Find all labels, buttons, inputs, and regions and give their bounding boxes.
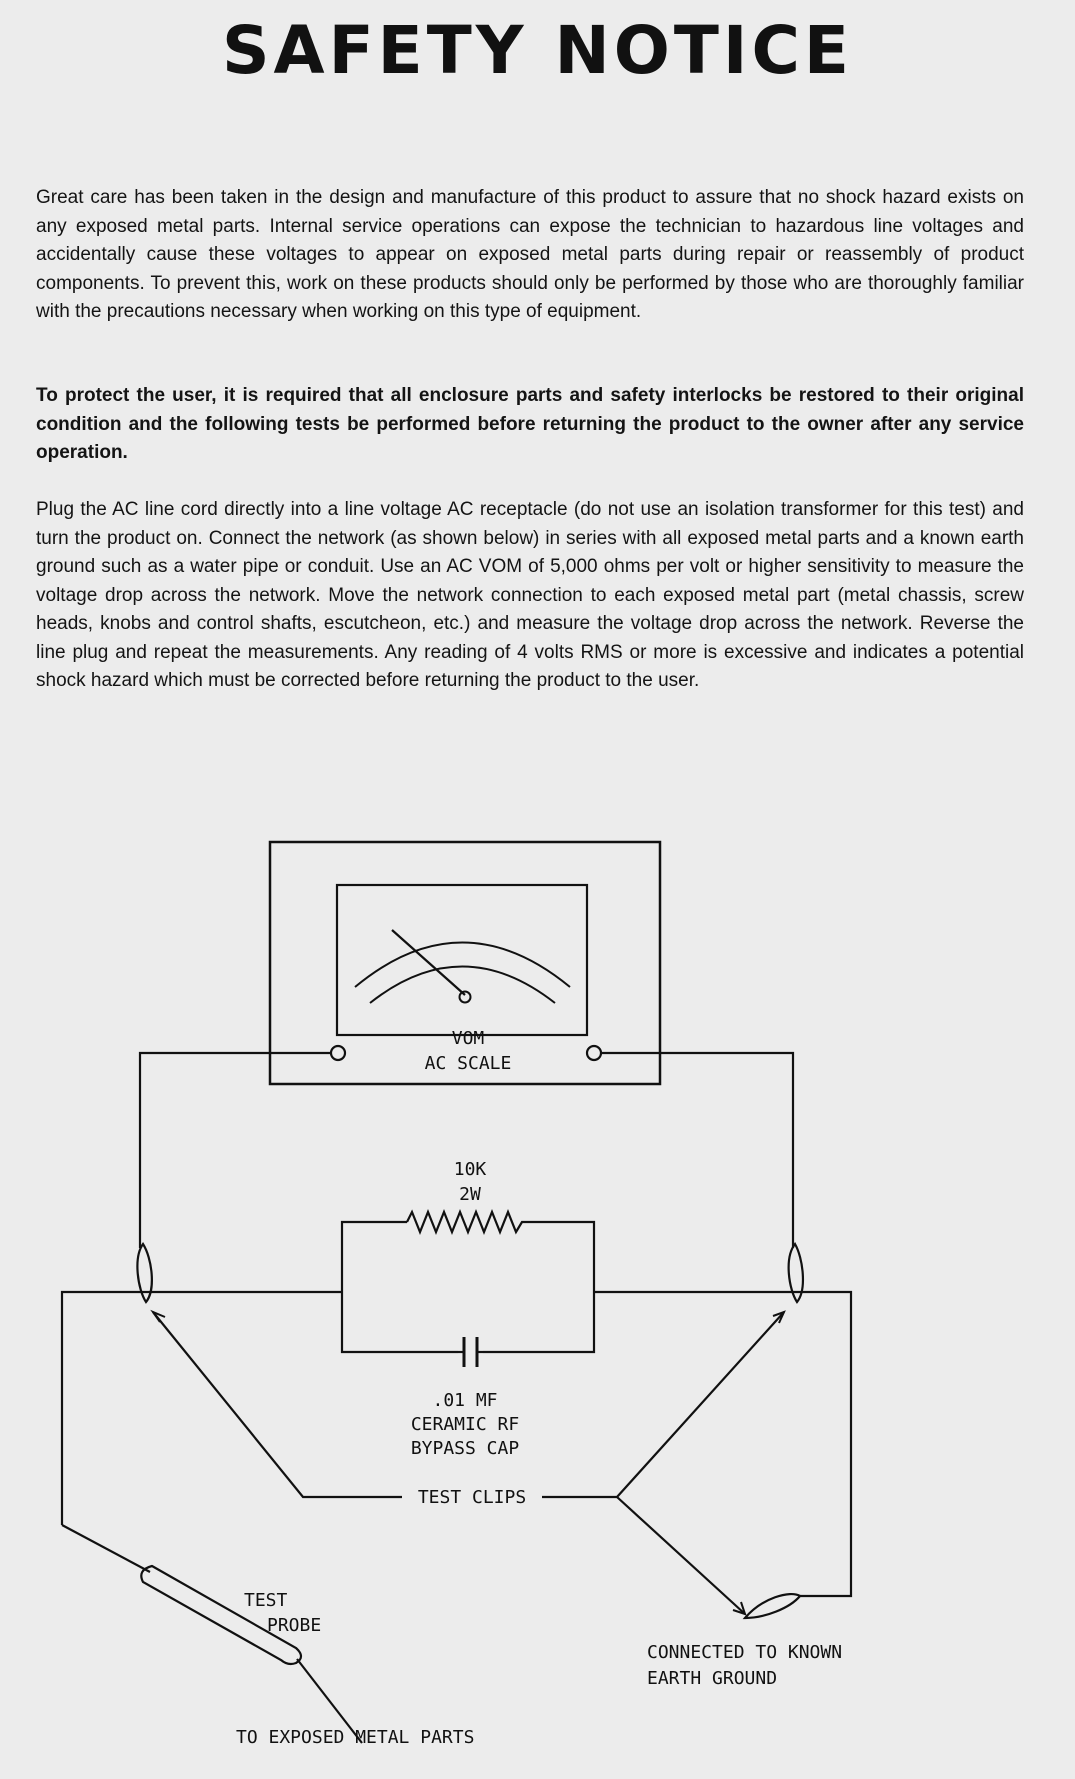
vom-leads [140, 1053, 793, 1248]
cap-type-label: CERAMIC RF [410, 1414, 520, 1435]
test-clip-left [137, 1244, 151, 1302]
ac-scale-label: AC SCALE [424, 1053, 512, 1074]
test-label: TEST [244, 1590, 288, 1611]
cap-value-label: .01 MF [432, 1390, 498, 1411]
resistor-symbol [407, 1212, 529, 1232]
exposed-metal-label: TO EXPOSED METAL PARTS [236, 1727, 475, 1748]
earth-ground-label-line1: CONNECTED TO KNOWN [647, 1642, 843, 1663]
vom-terminal-right [587, 1046, 601, 1060]
test-procedure-paragraph: Plug the AC line cord directly into a line voltage AC receptacle (do not use an isolation transformer for this test) and turn the product on. Connect the network (as shown below) in series with all exposed metal parts and a known earth ground such as a water pipe or conduit. Use an AC VOM of 5,000 ohms per volt or higher sensitivity to measure the voltage drop across the network. Move the network connection to each exposed metal part (metal chassis, screw heads, knobs and control shafts, escutcheon, etc.) and measure the voltage drop across the network. Reverse the line plug and repeat the measurements. Any reading of 4 volts RMS or more is excessive and indicates a potential shock hazard which must be corrected before returning the product to the user. [36, 499, 1024, 691]
earth-ground-label-line2: EARTH GROUND [647, 1668, 778, 1689]
probe-label: PROBE [267, 1615, 322, 1636]
capacitor-symbol [458, 1337, 483, 1367]
diagram-labels [236, 1028, 842, 1748]
test-clip-earth [745, 1594, 800, 1618]
page-title: SAFETY NOTICE [221, 12, 853, 89]
requirement-paragraph: To protect the user, it is required that all enclosure parts and safety interlocks be restored to their original condition and the following tests be performed before returning the product to the owner after any service operation. [36, 385, 1024, 463]
test-clips-label: TEST CLIPS [417, 1487, 527, 1508]
vom-label: VOM [451, 1028, 485, 1049]
cap-use-label: BYPASS CAP [410, 1438, 520, 1459]
test-clip-right [789, 1244, 803, 1302]
intro-paragraph: Great care has been taken in the design and manufacture of this product to assure that no shock hazard exists on any exposed metal parts. Internal service operations can expose the technician to hazardous line voltages and accidentally cause these voltages to appear on exposed metal parts during repair or reassembly of product components. To prevent this, work on these products should only be performed by those who are thoroughly familiar with the precautions necessary when working on this type of equipment. [36, 187, 1024, 322]
clip-pointers [153, 1312, 784, 1614]
vom-terminal-left [331, 1046, 345, 1060]
resistor-value-label: 10K [453, 1159, 487, 1180]
resistor-power-label: 2W [459, 1184, 481, 1205]
